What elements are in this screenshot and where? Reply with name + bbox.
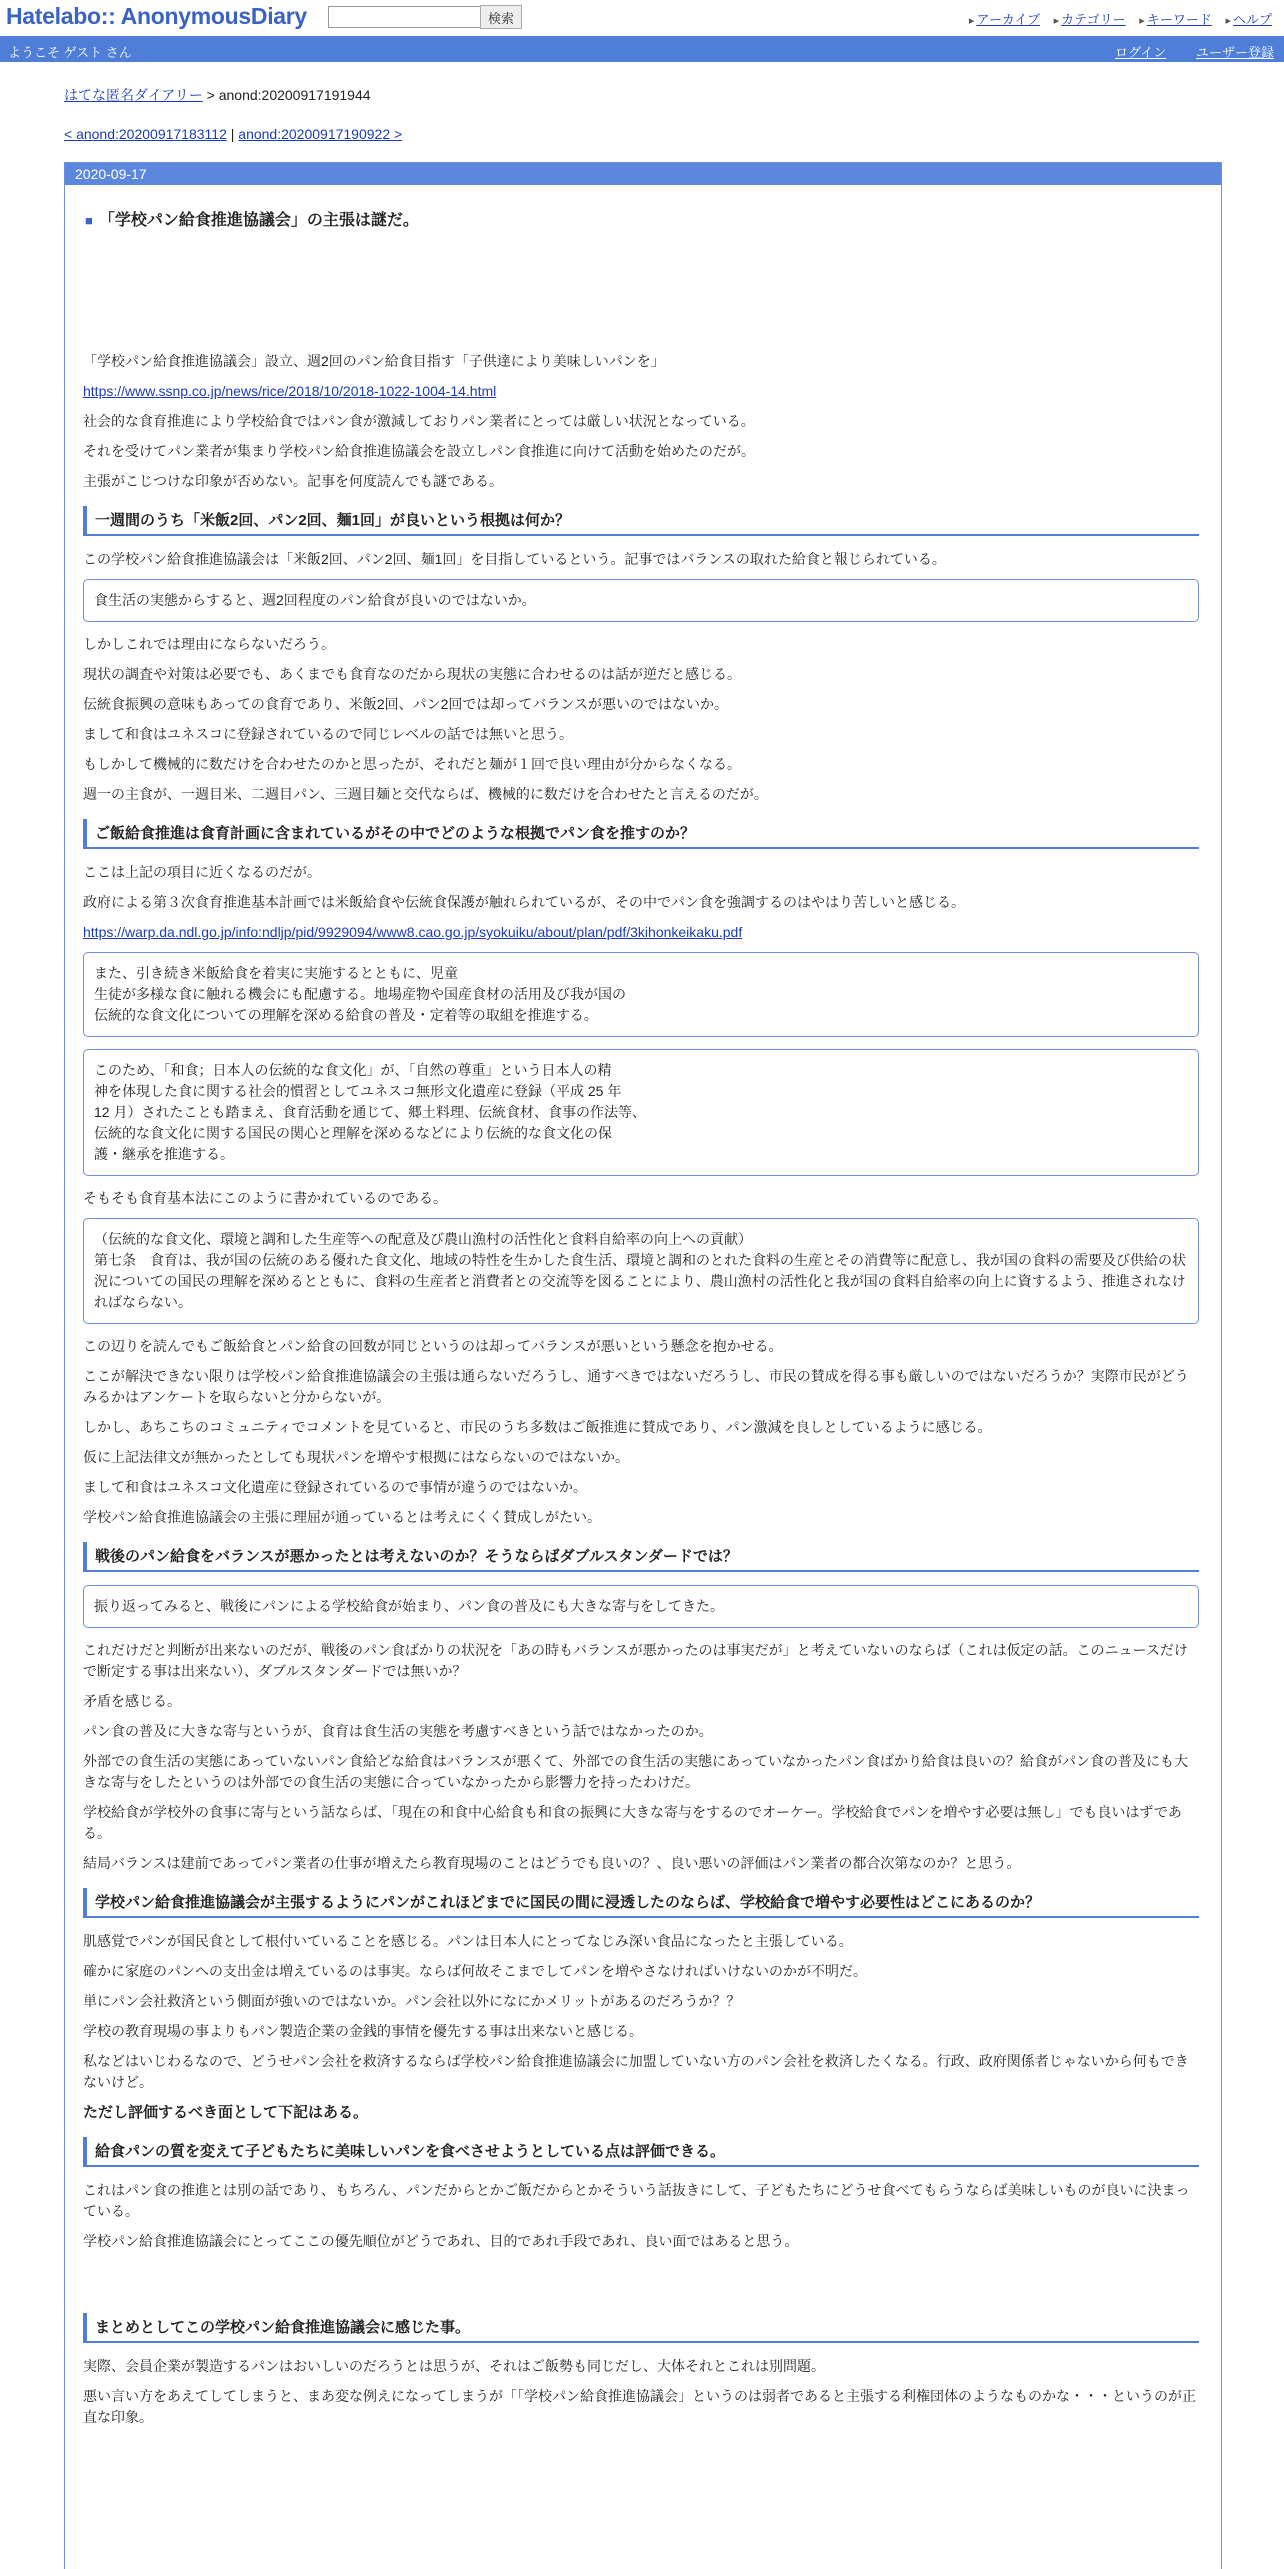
blockquote [83, 952, 1199, 1037]
breadcrumb-current: anond:20200917191944 [218, 87, 371, 103]
entry-title [85, 207, 419, 230]
paragraph: 悪い言い方をあえてしてしまうと、まあ変な例えになってしまうが「「学校パン給食推進協議会」というのは弱者であると主張する利権団体のようなものかな・・・というのが正直な印象。 [83, 2388, 1196, 2425]
paragraph: それを受けてパン業者が集まり学校パン給食推進協議会を設立しパン食推進に向けて活動を始めたのだが。 [83, 443, 755, 459]
paragraph: パン食の普及に大きな寄与というが、食育は食生活の実態を考慮すべきという話ではなかったのか。 [83, 1723, 713, 1739]
login-link[interactable]: ログイン [1115, 45, 1167, 60]
paragraph: まして和食はユネスコ文化遺産に登録されているので事情が違うのではないか。 [83, 1479, 587, 1495]
blockquote [83, 579, 1199, 622]
paragraph: これはパン食の推進とは別の話であり、もちろん、パンだからとかご飯だからとかそういう話抜きにして、子どもたちにどうせ食べてもらうならば美味しいものが良いに決まっている。 [83, 2182, 1190, 2219]
blockquote [83, 1049, 1199, 1176]
nav-category[interactable]: ▸ カテゴリー [1054, 12, 1126, 27]
paragraph: 確かに家庭のパンへの支出金は増えているのは事実。ならば何故そこまでしてパンを増やさなければいけないのかが不明だ。 [83, 1963, 867, 1979]
quote-line: 食生活の実態からすると、週2回程度のパン給食が良いのではないか。 [94, 592, 536, 608]
welcome-text: ようこそ ゲスト さん [8, 45, 132, 60]
quote-line: 12 月）されたことも踏まえ、食育活動を通じて、郷土料理、伝統食材、食事の作法等、 [94, 1104, 647, 1120]
nav-archive[interactable]: ▸ アーカイブ [969, 12, 1040, 27]
top-nav [959, 9, 1272, 28]
quote-line: 振り返ってみると、戦後にパンによる学校給食が始まり、パン食の普及にも大きな寄与をしてきた。 [94, 1598, 724, 1614]
day-date: 2020-09-17 [65, 163, 1221, 185]
next-entry-link[interactable]: anond:20200917190922 > [238, 126, 403, 142]
section-heading: 戦後のパン給食をバランスが悪かったとは考えないのか？そうならばダブルスタンダードでは？ [83, 1542, 1199, 1572]
paragraph: 実際、会員企業が製造するパンはおいしいのだろうとは思うが、それはご飯勢も同じだし、大体それとこれは別問題。 [83, 2358, 825, 2374]
paragraph: 主張がこじつけな印象が否めない。記事を何度読んでも謎である。 [83, 473, 503, 489]
paragraph: 肌感覚でパンが国民食として根付いていることを感じる。パンは日本人にとってなじみ深い食品になったと主張している。 [83, 1933, 853, 1949]
spacer [83, 2261, 1199, 2299]
quote-line: 伝統的な食文化に関する国民の関心と理解を深めるなどにより伝統的な食文化の保 [94, 1125, 612, 1141]
paragraph: 結局バランスは建前であってパン業者の仕事が増えたら教育現場のことはどうでも良いの？、良い悪いの評価はパン業者の都合次第なのか？と思う。 [83, 1855, 1021, 1871]
nav-help[interactable]: ▸ ヘルプ [1225, 12, 1272, 27]
entry-title-text: 「学校パン給食推進協議会」の主張は謎だ。 [98, 212, 419, 229]
section-heading: 一週間のうち「米飯2回、パン2回、麺1回」が良いという根拠は何か？ [83, 506, 1199, 536]
user-bar [0, 36, 1284, 62]
quote-line: 伝統的な食文化についての理解を深める給食の普及・定着等の取組を推進する。 [94, 1007, 598, 1023]
entry-body [83, 351, 1199, 2437]
paragraph: 外部での食生活の実態にあっていないパン食給どな給食はバランスが悪くて、外部での食生活の実態にあっていなかったパン食ばかり給食は良いの？給食がパン食の普及にも大きな寄与をしたというのは外部での食生活の実態に合っていなかったから影響力を持ったわけだ。 [83, 1753, 1189, 1790]
paragraph: 伝統食振興の意味もあっての食育であり、米飯2回、パン2回では却ってバランスが悪いのではないか。 [83, 696, 729, 712]
search-input[interactable] [328, 6, 482, 28]
paragraph: 「学校パン給食推進協議会」設立、週2回のパン給食目指す「子供達により美味しいパンを」 [83, 353, 665, 369]
paragraph: しかしこれでは理由にならないだろう。 [83, 636, 335, 652]
quote-line: また、引き続き米飯給食を着実に実施するとともに、児童 [94, 965, 458, 981]
paragraph: ここが解決できない限りは学校パン給食推進協議会の主張は通らないだろうし、通すべきではないだろうし、市民の賛成を得る事も厳しいのではないだろうか？実際市民がどうみるかはアンケートを取らないと分からないが。 [83, 1368, 1189, 1405]
breadcrumb-home[interactable]: はてな匿名ダイアリー [64, 87, 203, 103]
paragraph: 週一の主食が、一週目米、二週目パン、三週目麺と交代ならば、機械的に数だけを合わせたと言えるのだが。 [83, 786, 768, 802]
paragraph: 学校パン給食推進協議会にとってここの優先順位がどうであれ、目的であれ手段であれ、良い面ではあると思う。 [83, 2233, 799, 2249]
paragraph: 私などはいじわるなので、どうせパン会社を救済するならば学校パン給食推進協議会に加盟していない方のパン会社を救済したくなる。行政、政府関係者じゃないから何もできないけど。 [83, 2053, 1189, 2090]
quote-line: 護・継承を推進する。 [94, 1146, 234, 1162]
paragraph: 社会的な食育推進により学校給食ではパン食が激減しておりパン業者にとっては厳しい状況となっている。 [83, 413, 755, 429]
quote-line: 神を体現した食に関する社会的慣習としてユネスコ無形文化遺産に登録（平成 25 年 [94, 1083, 622, 1099]
register-link[interactable]: ユーザー登録 [1195, 45, 1274, 60]
paragraph: 学校給食が学校外の食事に寄与という話ならば、「現在の和食中心給食も和食の振興に大きな寄与をするのでオーケー。学校給食でパンを増やす必要は無し」でも良いはずである。 [83, 1804, 1182, 1841]
paragraph: これだけだと判断が出来ないのだが、戦後のパン食ばかりの状況を「あの時もバランスが悪かったのは事実だが」と考えていないのならば（これは仮定の話。このニュースだけで断定する事は出来ない）、ダブルスタンダードでは無いか？ [83, 1642, 1188, 1679]
link-paragraph [83, 922, 1199, 943]
breadcrumb-separator: > [202, 87, 219, 103]
permalink-square-icon[interactable]: ■ [85, 213, 93, 228]
paragraph: 単にパン会社救済という側面が強いのではないか。パン会社以外になにかメリットがあるのだろうか？？ [83, 1993, 741, 2009]
section-heading: 給食パンの質を変えて子どもたちに美味しいパンを食べさせようとしている点は評価できる。 [83, 2137, 1199, 2167]
paragraph: この学校パン給食推進協議会は「米飯2回、パン2回、麺1回」を目指しているという。記事ではバランスの取れた給食と報じられている。 [83, 551, 946, 567]
paragraph: この辺りを読んでもご飯給食とパン給食の回数が同じというのは却ってバランスが悪いという懸念を抱かせる。 [83, 1338, 783, 1354]
quote-line: （伝統的な食文化、環境と調和した生産等への配意及び農山漁村の活性化と食料自給率の向上への貢献） [94, 1231, 752, 1247]
top-bar [0, 0, 1284, 36]
paragraph: 学校の教育現場の事よりもパン製造企業の金銭的事情を優先する事は出来ないと感じる。 [83, 2023, 643, 2039]
paragraph: そもそも食育基本法にこのように書かれているのである。 [83, 1190, 447, 1206]
external-link[interactable]: https://www.ssnp.co.jp/news/rice/2018/10/2018-1022-1004-14.html [83, 383, 497, 399]
diary-day [64, 162, 1222, 2569]
external-link[interactable]: https://warp.da.ndl.go.jp/info:ndljp/pid/9929094/www8.cao.go.jp/syokuiku/about/plan/pdf/3kihonkeikaku.pdf [83, 924, 743, 940]
quote-line: このため、「和食；日本人の伝統的な食文化」が、「自然の尊重」という日本人の精 [94, 1062, 612, 1078]
site-logo[interactable]: Hatelabo:: AnonymousDiary [6, 3, 307, 29]
section-heading: まとめとしてこの学校パン給食推進協議会に感じた事。 [83, 2313, 1199, 2343]
bold-paragraph: ただし評価するべき面として下記はある。 [83, 2104, 369, 2121]
paragraph: 仮に上記法律文が無かったとしても現状パンを増やす根拠にはならないのではないか。 [83, 1449, 629, 1465]
blockquote [83, 1585, 1199, 1628]
quote-line: 第七条 食育は、我が国の伝統のある優れた食文化、地域の特性を生かした食生活、環境と調和のとれた食料の生産とその消費等に配意し、我が国の食料の需要及び供給の状況についての国民の理解を深めるとともに、食料の生産者と消費者との交流等を図ることにより、農山漁村の活性化と我が国の食料自給率の向上に資するよう、推進されなければならない。 [94, 1252, 1186, 1310]
quote-line: 生徒が多様な食に触れる機会にも配慮する。地場産物や国産食材の活用及び我が国の [94, 986, 626, 1002]
section-heading: ご飯給食推進は食育計画に含まれているがその中でどのような根拠でパン食を推すのか？ [83, 819, 1199, 849]
paragraph: もしかして機械的に数だけを合わせたのかと思ったが、それだと麺が１回で良い理由が分からなくなる。 [83, 756, 741, 772]
pager-separator: | [226, 126, 239, 142]
paragraph: まして和食はユネスコに登録されているので同じレベルの話では無いと思う。 [83, 726, 573, 742]
nav-keyword[interactable]: ▸ キーワード [1139, 12, 1212, 27]
paragraph: 現状の調査や対策は必要でも、あくまでも食育なのだから現状の実態に合わせるのは話が逆だと感じる。 [83, 666, 741, 682]
paragraph: しかし、あちこちのコミュニティでコメントを見ていると、市民のうち多数はご飯推進に賛成であり、パン激減を良しとしているように感じる。 [83, 1419, 992, 1435]
search-button[interactable]: 検索 [480, 5, 522, 29]
link-paragraph [83, 381, 1199, 402]
breadcrumb [64, 85, 371, 105]
blockquote [83, 1218, 1199, 1324]
paragraph: 矛盾を感じる。 [83, 1693, 181, 1709]
section-heading: 学校パン給食推進協議会が主張するようにパンがこれほどまでに国民の間に浸透したのならば、学校給食で増やす必要性はどこにあるのか？ [83, 1888, 1199, 1918]
prev-entry-link[interactable]: < anond:20200917183112 [64, 126, 227, 142]
paragraph: 学校パン給食推進協議会の主張に理屈が通っているとは考えにくく賛成しがたい。 [83, 1509, 601, 1525]
paragraph: 政府による第３次食育推進基本計画では米飯給食や伝統食保護が触れられているが、その中でパン食を強調するのはやはり苦しいと感じる。 [83, 894, 965, 910]
entry-pager [64, 126, 402, 142]
paragraph: ここは上記の項目に近くなるのだが。 [83, 864, 321, 880]
